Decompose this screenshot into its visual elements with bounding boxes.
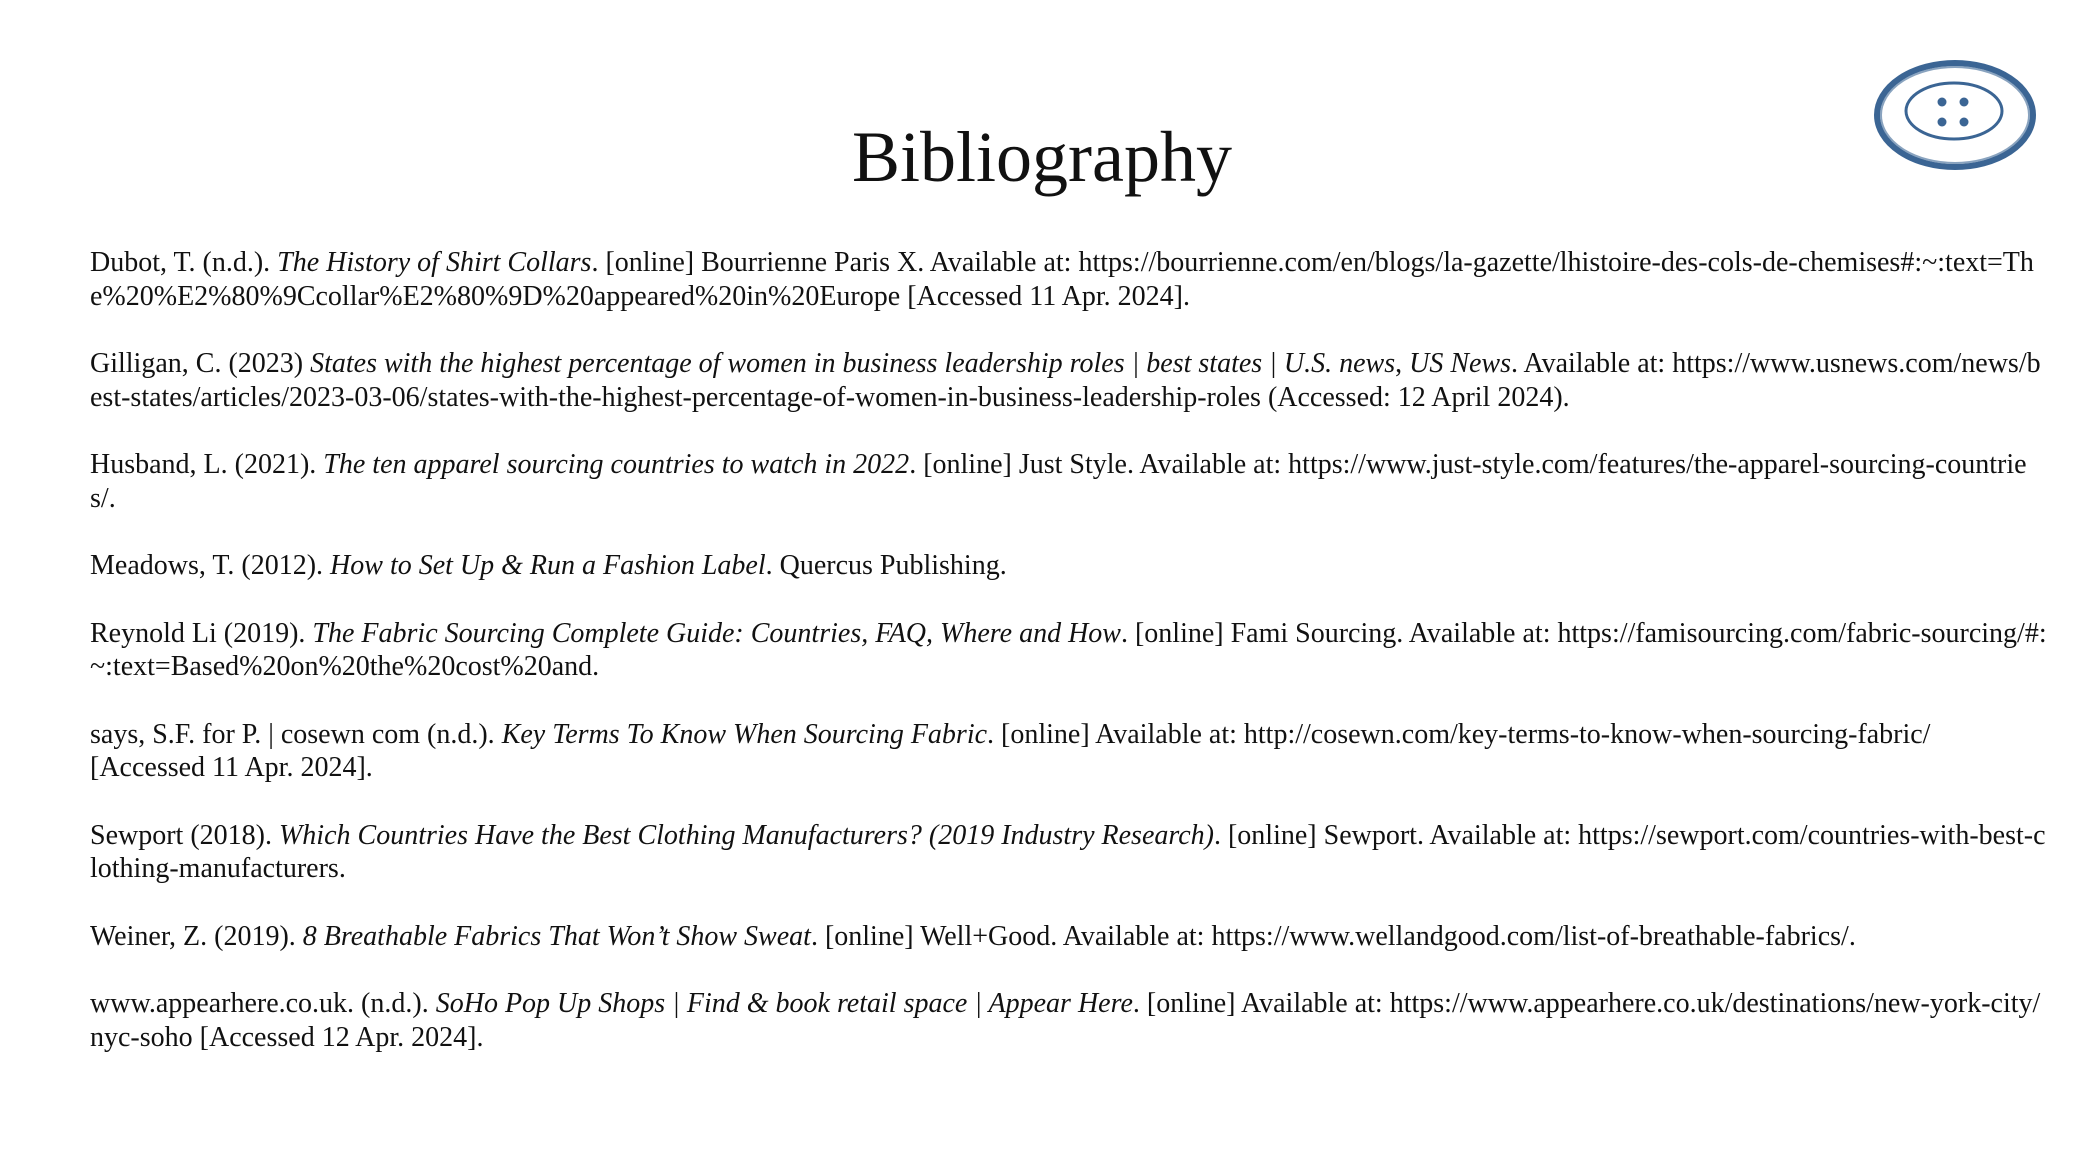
- reference-url[interactable]: https://www.appearhere.co.uk/destinations/new-york-city/nyc-soho: [90, 988, 2041, 1053]
- reference-accessed: [Accessed 11 Apr. 2024].: [900, 280, 1190, 312]
- reference-accessed: .: [338, 853, 346, 884]
- reference-item: [90, 718, 2050, 785]
- reference-url[interactable]: https://www.usnews.com/news/best-states/articles/2023-03-06/states-with-the-highest-percentage-of-women-in-business-leadership-roles: [90, 348, 2041, 413]
- reference-item: [90, 617, 2050, 684]
- reference-source: . [online] Sewport. Available at:: [1213, 819, 1579, 851]
- reference-author: Weiner, Z. (2019).: [90, 920, 303, 952]
- reference-url[interactable]: https://famisourcing.com/fabric-sourcing/#:~:text=Based%20on%20the%20cost%20and: [90, 617, 2047, 682]
- reference-item: [90, 549, 2050, 583]
- reference-source: . Quercus Publishing.: [765, 550, 1007, 581]
- reference-url[interactable]: https://sewport.com/countries-with-best-clothing-manufacturers: [90, 819, 2046, 884]
- page-title: Bibliography: [852, 117, 1232, 197]
- reference-item: [90, 246, 2050, 313]
- reference-item: [90, 819, 2050, 886]
- reference-title: The ten apparel sourcing countries to watch in 2022: [323, 449, 910, 480]
- reference-title: The Fabric Sourcing Complete Guide: Countries, FAQ, Where and How: [312, 617, 1121, 649]
- reference-author: Sewport (2018).: [90, 819, 279, 851]
- reference-publisher: US News: [1409, 348, 1511, 379]
- reference-title: States with the highest percentage of women in business leadership roles | best states | U.S. news: [310, 348, 1396, 379]
- reference-title: SoHo Pop Up Shops | Find & book retail space | Appear Here: [435, 988, 1133, 1019]
- reference-item: [90, 448, 2050, 515]
- reference-item: [90, 987, 2050, 1054]
- reference-author: www.appearhere.co.uk. (n.d.).: [90, 988, 436, 1019]
- reference-url[interactable]: https://bourrienne.com/en/blogs/la-gazette/lhistoire-des-cols-de-chemises#:~:text=The%20%E2%80%9Ccollar%E2%80%9D%20appeared%20in%20Europe: [90, 247, 2034, 312]
- reference-title: 8 Breathable Fabrics That Won’t Show Sweat: [302, 920, 811, 952]
- reference-item: [90, 920, 2050, 954]
- reference-author: Dubot, T. (n.d.).: [90, 247, 278, 278]
- reference-accessed: .: [108, 482, 116, 514]
- reference-source: . [online] Bourrienne Paris X. Available at:: [591, 247, 1079, 278]
- reference-author: says, S.F. for P. | cosewn com (n.d.).: [90, 718, 502, 750]
- reference-separator: ,: [1395, 348, 1410, 379]
- reference-list: [90, 246, 2050, 1088]
- reference-url[interactable]: http://cosewn.com/key-terms-to-know-when-sourcing-fabric/: [1243, 718, 1931, 750]
- reference-source: . [online] Fami Sourcing. Available at:: [1120, 617, 1558, 649]
- reference-title: The History of Shirt Collars: [277, 247, 592, 278]
- reference-accessed: [Accessed 12 Apr. 2024].: [192, 1021, 484, 1053]
- reference-source: . [online] Just Style. Available at:: [909, 449, 1289, 480]
- reference-accessed: .: [592, 651, 600, 682]
- reference-author: Husband, L. (2021).: [90, 449, 324, 480]
- reference-author: Gilligan, C. (2023): [90, 348, 311, 379]
- reference-source: . [online] Available at:: [1132, 988, 1390, 1019]
- reference-title: Which Countries Have the Best Clothing Manufacturers? (2019 Industry Research): [278, 819, 1214, 851]
- reference-author: Meadows, T. (2012).: [90, 550, 331, 581]
- reference-source: . [online] Well+Good. Available at:: [810, 920, 1212, 952]
- reference-accessed: [Accessed 11 Apr. 2024].: [90, 752, 373, 783]
- reference-accessed: (Accessed: 12 April 2024).: [1260, 381, 1570, 413]
- reference-item: [90, 347, 2050, 414]
- reference-source: . [online] Available at:: [987, 718, 1244, 750]
- reference-author: Reynold Li (2019).: [90, 617, 313, 649]
- reference-accessed: .: [1848, 920, 1856, 952]
- reference-url[interactable]: https://www.just-style.com/features/the-apparel-sourcing-countries/: [90, 449, 2027, 514]
- reference-title: Key Terms To Know When Sourcing Fabric: [501, 718, 988, 750]
- reference-title: How to Set Up & Run a Fashion Label: [330, 550, 766, 581]
- reference-url[interactable]: https://www.wellandgood.com/list-of-breathable-fabrics/: [1211, 920, 1849, 952]
- reference-source: . Available at:: [1511, 348, 1673, 379]
